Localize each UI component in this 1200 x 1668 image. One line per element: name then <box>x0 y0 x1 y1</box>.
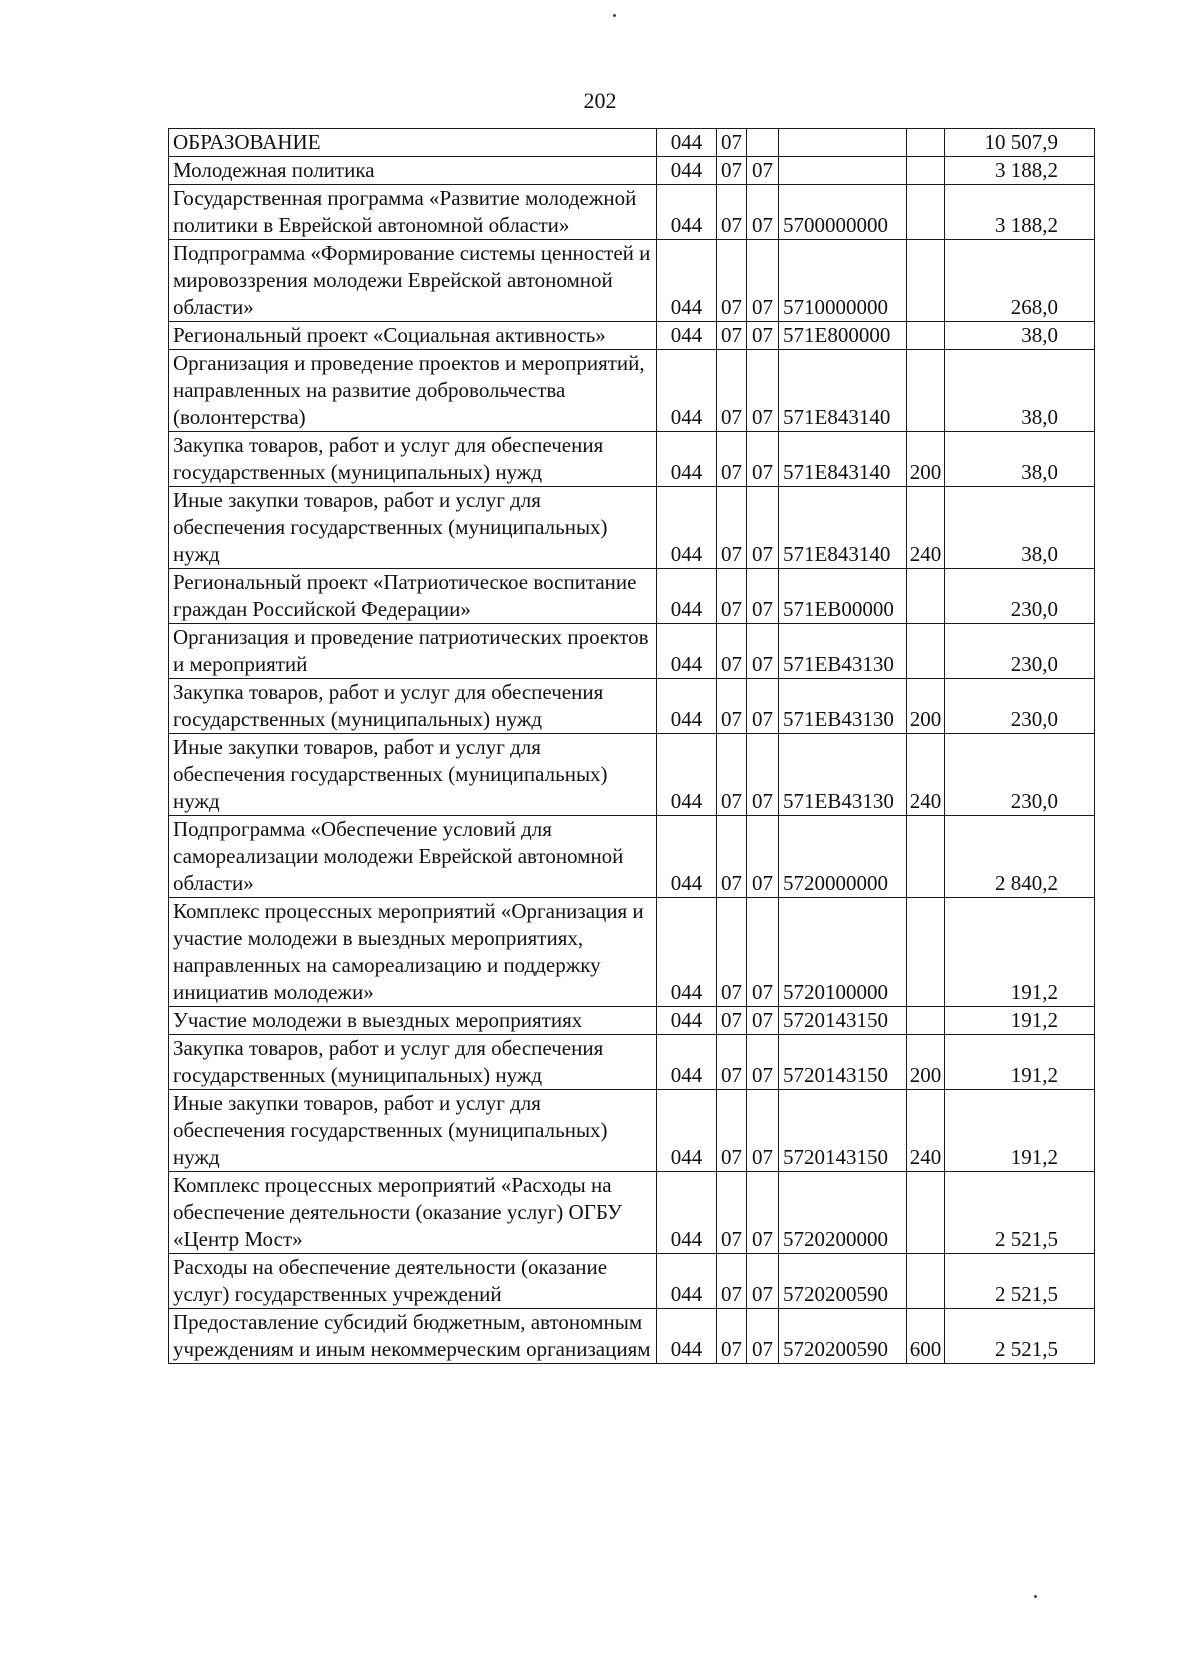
expense-type-cell <box>907 322 945 350</box>
expense-name-cell: Расходы на обеспечение деятельности (оказание услуг) государственных учреждений <box>169 1254 657 1309</box>
expense-name-cell: Подпрограмма «Формирование системы ценностей и мировоззрения молодежи Еврейской автономной области» <box>169 240 657 322</box>
grbs-code-cell: 044 <box>657 679 717 734</box>
scan-speck <box>1034 1595 1037 1598</box>
table-row <box>169 157 1095 185</box>
target-article-cell: 5720100000 <box>779 898 907 1007</box>
expense-name-cell: Иные закупки товаров, работ и услуг для обеспечения государственных (муниципальных) нужд <box>169 1090 657 1172</box>
grbs-code-cell: 044 <box>657 322 717 350</box>
table-row <box>169 350 1095 432</box>
table-row <box>169 322 1095 350</box>
subsection-code-cell: 07 <box>747 1254 779 1309</box>
subsection-code-cell: 07 <box>747 185 779 240</box>
table-row <box>169 898 1095 1007</box>
section-code-cell: 07 <box>717 240 747 322</box>
target-article-cell: 571ЕВ43130 <box>779 679 907 734</box>
section-code-cell: 07 <box>717 1035 747 1090</box>
expense-name-cell: Закупка товаров, работ и услуг для обеспечения государственных (муниципальных) нужд <box>169 432 657 487</box>
expense-name-cell: Закупка товаров, работ и услуг для обеспечения государственных (муниципальных) нужд <box>169 679 657 734</box>
target-article-cell: 5710000000 <box>779 240 907 322</box>
expense-type-cell <box>907 898 945 1007</box>
expense-name-cell: Молодежная политика <box>169 157 657 185</box>
amount-cell: 10 507,9 <box>945 129 1095 157</box>
expense-type-cell <box>907 1007 945 1035</box>
subsection-code-cell: 07 <box>747 350 779 432</box>
expense-name-cell: Предоставление субсидий бюджетным, автономным учреждениям и иным некоммерческим организациям <box>169 1309 657 1364</box>
section-code-cell: 07 <box>717 1172 747 1254</box>
grbs-code-cell: 044 <box>657 1309 717 1364</box>
amount-cell: 230,0 <box>945 679 1095 734</box>
amount-cell: 191,2 <box>945 1007 1095 1035</box>
target-article-cell: 571ЕВ43130 <box>779 734 907 816</box>
amount-cell: 3 188,2 <box>945 185 1095 240</box>
section-code-cell: 07 <box>717 624 747 679</box>
table-row <box>169 240 1095 322</box>
amount-cell: 38,0 <box>945 322 1095 350</box>
subsection-code-cell: 07 <box>747 487 779 569</box>
target-article-cell: 5700000000 <box>779 185 907 240</box>
table-body <box>169 129 1095 1364</box>
table-row <box>169 1172 1095 1254</box>
section-code-cell: 07 <box>717 816 747 898</box>
grbs-code-cell: 044 <box>657 1007 717 1035</box>
grbs-code-cell: 044 <box>657 487 717 569</box>
amount-cell: 2 521,5 <box>945 1309 1095 1364</box>
expense-type-cell <box>907 1254 945 1309</box>
target-article-cell: 5720200590 <box>779 1254 907 1309</box>
expense-name-cell: Иные закупки товаров, работ и услуг для обеспечения государственных (муниципальных) нужд <box>169 487 657 569</box>
expense-type-cell: 200 <box>907 1035 945 1090</box>
expense-name-cell: Подпрограмма «Обеспечение условий для самореализации молодежи Еврейской автономной области» <box>169 816 657 898</box>
subsection-code-cell: 07 <box>747 679 779 734</box>
amount-cell: 230,0 <box>945 734 1095 816</box>
section-code-cell: 07 <box>717 734 747 816</box>
subsection-code-cell: 07 <box>747 240 779 322</box>
target-article-cell: 5720000000 <box>779 816 907 898</box>
section-code-cell: 07 <box>717 1090 747 1172</box>
amount-cell: 191,2 <box>945 898 1095 1007</box>
expense-type-cell: 240 <box>907 734 945 816</box>
grbs-code-cell: 044 <box>657 350 717 432</box>
expense-type-cell <box>907 185 945 240</box>
amount-cell: 191,2 <box>945 1035 1095 1090</box>
section-code-cell: 07 <box>717 432 747 487</box>
grbs-code-cell: 044 <box>657 432 717 487</box>
expense-type-cell <box>907 240 945 322</box>
grbs-code-cell: 044 <box>657 1035 717 1090</box>
expense-name-cell: Государственная программа «Развитие молодежной политики в Еврейской автономной области» <box>169 185 657 240</box>
grbs-code-cell: 044 <box>657 569 717 624</box>
amount-cell: 2 521,5 <box>945 1254 1095 1309</box>
expense-name-cell: Закупка товаров, работ и услуг для обеспечения государственных (муниципальных) нужд <box>169 1035 657 1090</box>
section-code-cell: 07 <box>717 898 747 1007</box>
section-code-cell: 07 <box>717 129 747 157</box>
section-code-cell: 07 <box>717 569 747 624</box>
amount-cell: 230,0 <box>945 569 1095 624</box>
amount-cell: 2 840,2 <box>945 816 1095 898</box>
target-article-cell: 571Е843140 <box>779 432 907 487</box>
grbs-code-cell: 044 <box>657 185 717 240</box>
grbs-code-cell: 044 <box>657 1090 717 1172</box>
section-code-cell: 07 <box>717 487 747 569</box>
grbs-code-cell: 044 <box>657 157 717 185</box>
subsection-code-cell: 07 <box>747 569 779 624</box>
expense-name-cell: ОБРАЗОВАНИЕ <box>169 129 657 157</box>
amount-cell: 3 188,2 <box>945 157 1095 185</box>
subsection-code-cell <box>747 129 779 157</box>
expense-type-cell: 240 <box>907 1090 945 1172</box>
table-row <box>169 185 1095 240</box>
grbs-code-cell: 044 <box>657 816 717 898</box>
expense-type-cell: 600 <box>907 1309 945 1364</box>
subsection-code-cell: 07 <box>747 624 779 679</box>
expense-type-cell <box>907 350 945 432</box>
table-row <box>169 129 1095 157</box>
target-article-cell: 571ЕВ00000 <box>779 569 907 624</box>
target-article-cell <box>779 157 907 185</box>
grbs-code-cell: 044 <box>657 624 717 679</box>
subsection-code-cell: 07 <box>747 1309 779 1364</box>
page-number: 202 <box>583 88 617 113</box>
subsection-code-cell: 07 <box>747 157 779 185</box>
amount-cell: 230,0 <box>945 624 1095 679</box>
grbs-code-cell: 044 <box>657 240 717 322</box>
grbs-code-cell: 044 <box>657 734 717 816</box>
subsection-code-cell: 07 <box>747 1035 779 1090</box>
subsection-code-cell: 07 <box>747 1007 779 1035</box>
expense-name-cell: Региональный проект «Социальная активность» <box>169 322 657 350</box>
subsection-code-cell: 07 <box>747 734 779 816</box>
subsection-code-cell: 07 <box>747 1172 779 1254</box>
subsection-code-cell: 07 <box>747 816 779 898</box>
target-article-cell: 571ЕВ43130 <box>779 624 907 679</box>
section-code-cell: 07 <box>717 1254 747 1309</box>
grbs-code-cell: 044 <box>657 129 717 157</box>
expense-type-cell <box>907 569 945 624</box>
expense-name-cell: Иные закупки товаров, работ и услуг для обеспечения государственных (муниципальных) нужд <box>169 734 657 816</box>
budget-table <box>168 128 1095 1364</box>
table-row <box>169 734 1095 816</box>
target-article-cell: 5720143150 <box>779 1035 907 1090</box>
section-code-cell: 07 <box>717 157 747 185</box>
table-row <box>169 1254 1095 1309</box>
section-code-cell: 07 <box>717 185 747 240</box>
target-article-cell: 5720143150 <box>779 1090 907 1172</box>
scan-speck <box>613 14 616 17</box>
table-row <box>169 432 1095 487</box>
amount-cell: 38,0 <box>945 350 1095 432</box>
target-article-cell: 571Е843140 <box>779 487 907 569</box>
target-article-cell: 5720200590 <box>779 1309 907 1364</box>
table-row <box>169 1007 1095 1035</box>
subsection-code-cell: 07 <box>747 1090 779 1172</box>
amount-cell: 2 521,5 <box>945 1172 1095 1254</box>
table-row <box>169 1035 1095 1090</box>
table-row <box>169 1090 1095 1172</box>
table-row <box>169 679 1095 734</box>
expense-type-cell <box>907 157 945 185</box>
expense-name-cell: Участие молодежи в выездных мероприятиях <box>169 1007 657 1035</box>
expense-type-cell: 200 <box>907 432 945 487</box>
subsection-code-cell: 07 <box>747 322 779 350</box>
expense-type-cell <box>907 624 945 679</box>
expense-type-cell <box>907 1172 945 1254</box>
expense-name-cell: Комплекс процессных мероприятий «Расходы на обеспечение деятельности (оказание услуг) ОГБУ «Центр Мост» <box>169 1172 657 1254</box>
target-article-cell: 571Е800000 <box>779 322 907 350</box>
section-code-cell: 07 <box>717 1309 747 1364</box>
expense-type-cell <box>907 129 945 157</box>
subsection-code-cell: 07 <box>747 432 779 487</box>
grbs-code-cell: 044 <box>657 1254 717 1309</box>
expense-type-cell: 240 <box>907 487 945 569</box>
subsection-code-cell: 07 <box>747 898 779 1007</box>
target-article-cell: 571Е843140 <box>779 350 907 432</box>
target-article-cell <box>779 129 907 157</box>
grbs-code-cell: 044 <box>657 898 717 1007</box>
table-row <box>169 487 1095 569</box>
expense-name-cell: Организация и проведение патриотических проектов и мероприятий <box>169 624 657 679</box>
expense-type-cell: 200 <box>907 679 945 734</box>
section-code-cell: 07 <box>717 350 747 432</box>
grbs-code-cell: 044 <box>657 1172 717 1254</box>
section-code-cell: 07 <box>717 1007 747 1035</box>
section-code-cell: 07 <box>717 679 747 734</box>
amount-cell: 191,2 <box>945 1090 1095 1172</box>
table-row <box>169 1309 1095 1364</box>
table-row <box>169 816 1095 898</box>
expense-name-cell: Региональный проект «Патриотическое воспитание граждан Российской Федерации» <box>169 569 657 624</box>
expense-name-cell: Организация и проведение проектов и мероприятий, направленных на развитие добровольчества (волонтерства) <box>169 350 657 432</box>
table-row <box>169 624 1095 679</box>
target-article-cell: 5720200000 <box>779 1172 907 1254</box>
amount-cell: 38,0 <box>945 487 1095 569</box>
amount-cell: 38,0 <box>945 432 1095 487</box>
amount-cell: 268,0 <box>945 240 1095 322</box>
expense-name-cell: Комплекс процессных мероприятий «Организация и участие молодежи в выездных мероприятиях, направленных на самореализацию и поддержку инициатив молодежи» <box>169 898 657 1007</box>
target-article-cell: 5720143150 <box>779 1007 907 1035</box>
table-row <box>169 569 1095 624</box>
expense-type-cell <box>907 816 945 898</box>
section-code-cell: 07 <box>717 322 747 350</box>
